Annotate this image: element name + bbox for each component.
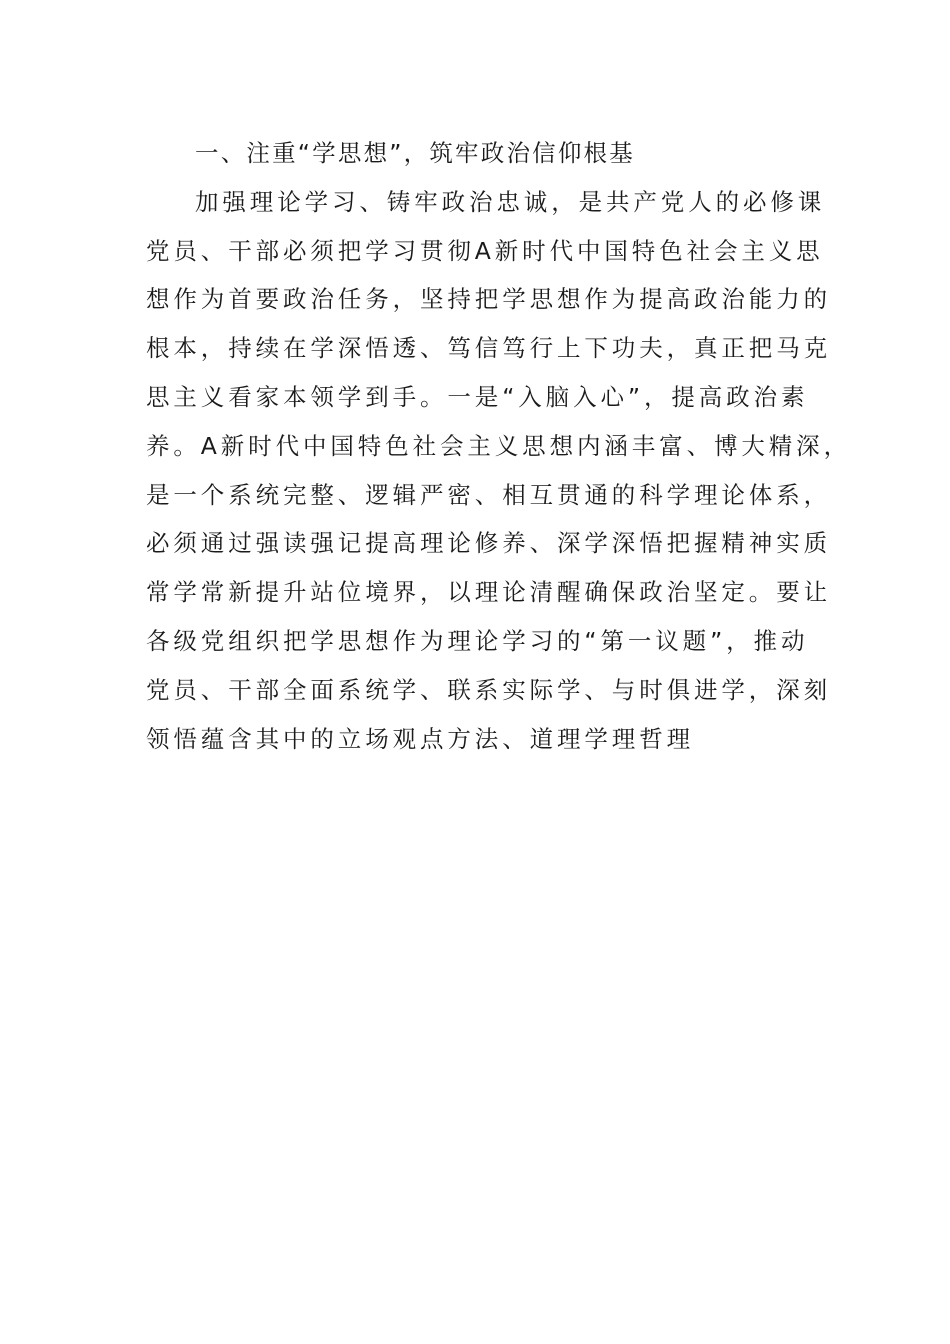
paragraph-line: 加强理论学习、铸牢政治忠诚，是共产党人的必修课	[195, 187, 826, 216]
paragraph-line: 是一个系统完整、逻辑严密、相互贯通的科学理论体系，	[146, 480, 831, 509]
paragraph-line: 根本，持续在学深悟透、笃信笃行上下功夫，真正把马克	[146, 334, 831, 363]
paragraph-line: 各级党组织把学思想作为理论学习的“第一议题”，推动	[146, 626, 809, 655]
paragraph-line: 养。A新时代中国特色社会主义思想内涵丰富、博大精深，	[146, 431, 851, 460]
paragraph-line: 领悟蕴含其中的立场观点方法、道理学理哲理	[146, 724, 694, 753]
paragraph-line: 必须通过强读强记提高理论修养、深学深悟把握精神实质	[146, 529, 831, 558]
paragraph-line: 思主义看家本领学到手。一是“入脑入心”，提高政治素	[146, 382, 809, 411]
document-body	[146, 131, 851, 765]
paragraph-line: 党员、干部全面系统学、联系实际学、与时俱进学，深刻	[146, 675, 831, 704]
paragraph-line: 常学常新提升站位境界，以理论清醒确保政治坚定。要让	[146, 578, 831, 607]
section-heading: 一、注重“学思想”，筑牢政治信仰根基	[195, 139, 635, 167]
paragraph-line: 党员、干部必须把学习贯彻A新时代中国特色社会主义思	[146, 236, 824, 265]
paragraph-line: 想作为首要政治任务，坚持把学思想作为提高政治能力的	[146, 285, 831, 314]
